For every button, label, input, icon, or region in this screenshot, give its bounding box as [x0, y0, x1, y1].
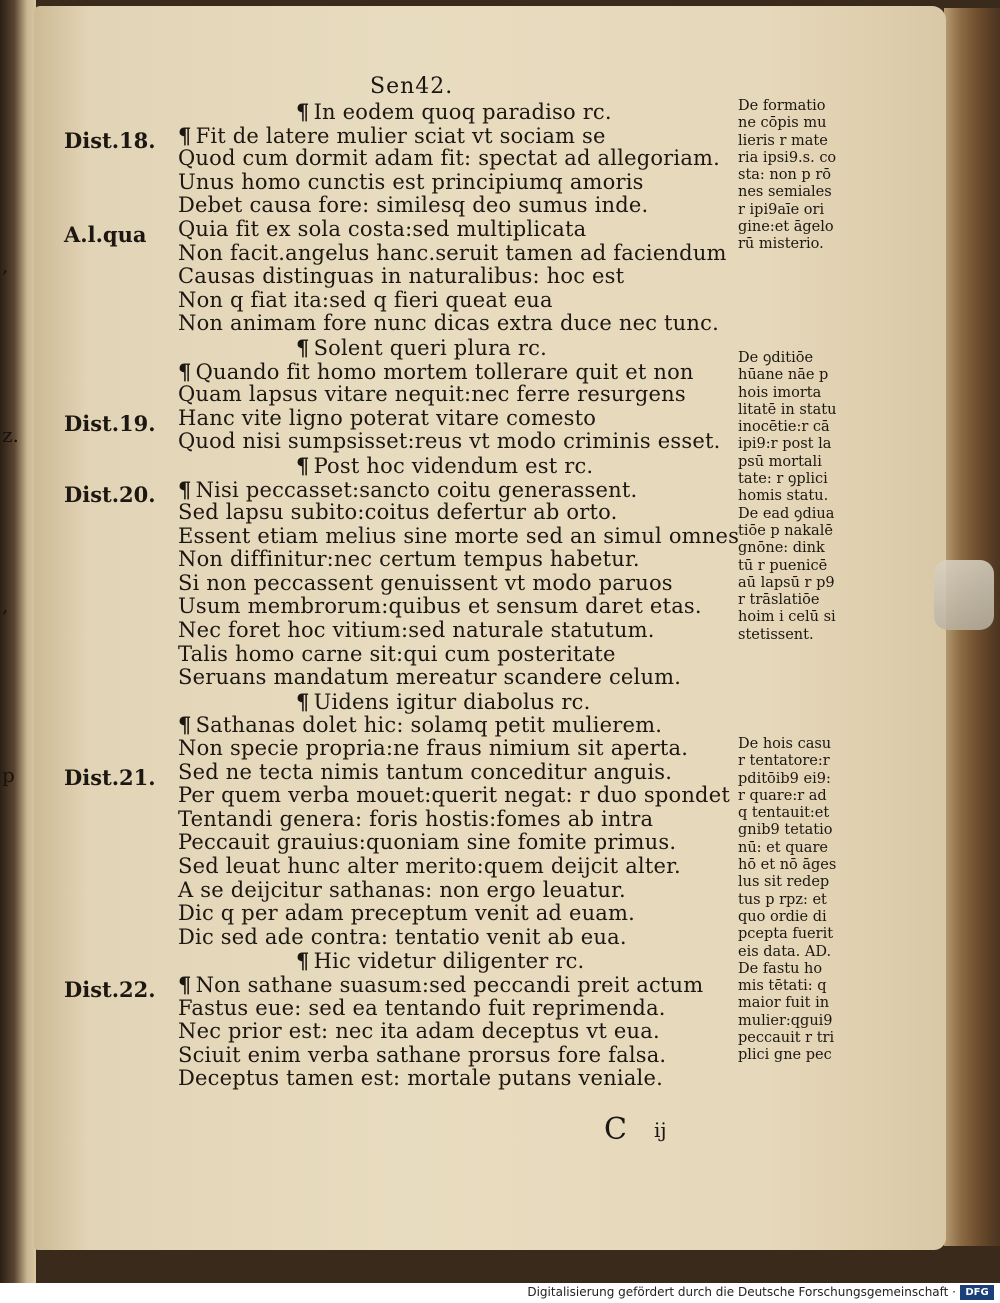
text-line-content: Quod cum dormit adam fit: spectat ad allegoriam. [178, 146, 721, 171]
gloss-line: mulier:qgui9 [738, 1012, 833, 1029]
text-line [178, 595, 718, 619]
text-line-content: Si non peccassent genuissent vt modo paruos [178, 570, 673, 595]
gloss-line: gnib9 tetatio [738, 822, 833, 839]
distinction-label: Dist.21. [64, 764, 156, 790]
text-line [178, 973, 718, 997]
text-line [178, 265, 718, 289]
text-line-content: Quod nisi sumpsisset:reus vt modo criminis esset. [178, 429, 721, 454]
gloss-line: lus sit redep [738, 874, 830, 891]
text-line-content: Non animam fore nunc dicas extra duce nec tunc. [178, 311, 719, 336]
distinction-label: Dist.22. [64, 977, 156, 1003]
dfg-logo: DFG [960, 1285, 994, 1300]
text-line [178, 100, 718, 124]
text-line-content: Sathanas dolet hic: solamq petit mulierem. [195, 713, 663, 738]
pilcrow-icon: ¶ [296, 334, 310, 360]
gloss-line: De formatio [738, 98, 826, 114]
text-line-content: Dic sed ade contra: tentatio venit ab eua. [178, 924, 627, 949]
text-line [178, 619, 718, 643]
gloss-line: ipi9:r post la [738, 436, 832, 453]
gloss-line: sta: non p rō [738, 167, 831, 184]
gloss-line: r ipi9aīe ori [738, 201, 825, 218]
gloss-line: rū misterio. [738, 236, 824, 253]
text-line-content: Unus homo cunctis est principiumq amoris [178, 169, 644, 194]
gloss-line: nes semiales [738, 184, 832, 201]
text-line-content: Sed leuat hunc alter merito:quem deijcit alter. [178, 854, 681, 878]
text-line-content: Fastus eue: sed ea tentando fuit reprimenda. [178, 995, 666, 1020]
footer-credit-text: Digitalisierung gefördert durch die Deutsche Forschungsgemeinschaft · [527, 1285, 956, 1299]
gloss-line: eis data. AD. [738, 943, 832, 960]
text-line [178, 643, 718, 667]
distinction-label: Dist.20. [64, 481, 156, 507]
text-line-content: Non facit.angelus hanc.seruit tamen ad faciendum [178, 240, 727, 265]
left-page-edge-marks [2, 180, 22, 860]
pilcrow-icon: ¶ [296, 452, 310, 478]
text-line [178, 761, 718, 785]
facing-page-mark: p [2, 763, 15, 787]
pilcrow-icon: ¶ [178, 476, 192, 502]
text-line-content: Quia fit ex sola costa:sed multiplicata [178, 216, 587, 241]
pilcrow-icon: ¶ [178, 122, 192, 148]
text-line-content: A se deijcitur sathanas: non ergo leuatur. [178, 877, 626, 902]
text-line [178, 997, 718, 1021]
text-line [178, 218, 718, 242]
text-line [178, 831, 718, 855]
text-line [178, 360, 718, 384]
gloss-line: ne cōpis mu [738, 115, 827, 132]
gloss-line: psū mortali [738, 453, 822, 470]
text-line-content: Hic videtur diligenter rc. [313, 949, 585, 974]
text-line [178, 572, 718, 596]
text-line-content: Sciuit enim verba sathane prorsus fore falsa. [178, 1042, 667, 1067]
gloss-line: hō et nō āges [738, 857, 837, 874]
gloss-line: hūane nāe p [738, 367, 829, 384]
distinction-label: A.l.qua [64, 222, 147, 247]
gloss-line: mis tētati: q [738, 978, 827, 995]
signature-number: ij [654, 1118, 667, 1142]
gloss-line: tus p rpz: et [738, 891, 827, 908]
gloss-line: lieris r mate [738, 132, 828, 149]
text-line-content: Post hoc videndum est rc. [313, 453, 594, 478]
facing-page-mark: , [2, 253, 9, 277]
text-line [178, 737, 718, 761]
gloss-line: gine:et āgelo [738, 219, 834, 236]
text-line [178, 407, 718, 431]
running-header: Sen42. [370, 74, 454, 99]
gloss-line: pditōib9 ei9: [738, 770, 831, 787]
text-line [178, 194, 718, 218]
text-line-content: Quando fit homo mortem tollerare quit et non [195, 359, 694, 384]
gloss-line: tiōe p nakalē [738, 522, 833, 539]
gloss-line: homis statu. [738, 488, 829, 505]
text-line-content: Nec foret hoc vitium:sed naturale statutum. [178, 618, 655, 643]
signature-mark: C [604, 1112, 627, 1147]
text-line [178, 1020, 718, 1044]
text-line-content: Nec prior est: nec ita adam deceptus vt eua. [178, 1019, 660, 1044]
digitization-footer [0, 1283, 1000, 1303]
text-line [178, 523, 740, 549]
gloss-line: De ead ꝯdiua [738, 505, 835, 522]
text-line [178, 124, 718, 148]
text-line [178, 289, 718, 313]
gloss-line: litatē in statu [738, 401, 837, 418]
text-line [178, 478, 718, 502]
gloss-line: hois imorta [738, 384, 822, 401]
gloss-block [738, 98, 858, 254]
gloss-line: quo ordie di [738, 908, 827, 925]
text-line-content: Non specie propria:ne fraus nimium sit aperta. [178, 736, 689, 761]
text-line [178, 171, 718, 195]
text-line-content: Nisi peccasset:sancto coitu generassent. [195, 477, 638, 502]
text-line [178, 783, 730, 808]
text-line [178, 312, 718, 336]
pilcrow-icon: ¶ [178, 712, 192, 738]
pilcrow-icon: ¶ [178, 358, 192, 384]
text-line [178, 902, 718, 926]
text-line-content: Usum membrorum:quibus et sensum daret etas. [178, 594, 702, 619]
gloss-line: r trāslatiōe [738, 592, 820, 609]
pilcrow-icon: ¶ [296, 948, 310, 974]
text-line-content: Non q fiat ita:sed q fieri queat eua [178, 287, 553, 312]
distinction-label: Dist.18. [64, 127, 156, 153]
gloss-line: stetissent. [738, 626, 814, 643]
text-line [178, 713, 718, 737]
text-line [178, 879, 718, 903]
gloss-line: r quare:r ad [738, 787, 827, 804]
gloss-line: hoim i celū si [738, 609, 836, 626]
text-line-content: Essent etiam melius sine morte sed an simul omnes [178, 523, 740, 548]
left-page-edge [0, 0, 36, 1283]
text-line [178, 383, 718, 407]
text-line-content: Fit de latere mulier sciat vt sociam se [195, 123, 606, 148]
text-line [178, 690, 718, 714]
gloss-line: De fastu ho [738, 960, 823, 977]
text-line-content: Causas distinguas in naturalibus: hoc est [178, 264, 625, 289]
text-line-content: In eodem quoq paradiso rc. [313, 100, 612, 124]
gloss-block [738, 350, 858, 644]
text-line [178, 336, 718, 360]
pilcrow-icon: ¶ [296, 99, 310, 124]
text-line [178, 501, 718, 525]
bookmark-clip [934, 560, 994, 630]
text-line-content: Non sathane suasum:sed peccandi preit actum [195, 972, 704, 997]
text-line [178, 855, 718, 879]
text-line-content: Peccauit grauius:quoniam sine fomite primus. [178, 830, 677, 855]
gloss-line: tate: r ꝯplici [738, 471, 828, 488]
text-line-content: Sed lapsu subito:coitus defertur ab orto. [178, 500, 618, 525]
text-line [178, 454, 718, 478]
text-line-content: Seruans mandatum mereatur scandere celum. [178, 665, 682, 690]
distinction-label: Dist.19. [64, 410, 156, 436]
gloss-line: peccauit r tri [738, 1030, 835, 1047]
gloss-line: q tentauit:et [738, 805, 830, 822]
gloss-block [738, 736, 858, 1065]
gloss-line: maior fuit in [738, 995, 830, 1012]
text-line [178, 666, 718, 690]
text-line [178, 146, 721, 171]
gloss-line: gnōne: dink [738, 540, 825, 557]
text-line [178, 1067, 718, 1091]
text-line-content: Debet causa fore: similesq deo sumus inde. [178, 193, 649, 218]
text-line [178, 926, 718, 950]
gloss-line: nū: et quare [738, 839, 828, 856]
facing-page-mark: z. [2, 423, 19, 447]
text-line-content: Dic q per adam preceptum venit ad euam. [178, 901, 636, 926]
text-line [178, 548, 718, 572]
text-line [178, 240, 727, 266]
text-line-content: Uidens igitur diabolus rc. [313, 689, 591, 714]
text-line-content: Quam lapsus vitare nequit:nec ferre resurgens [178, 382, 686, 407]
text-line-content: Solent queri plura rc. [313, 335, 547, 360]
facing-page-mark: , [2, 593, 9, 617]
gloss-line: De hois casu [738, 736, 832, 752]
text-line-content: Sed ne tecta nimis tantum conceditur anguis. [178, 759, 673, 784]
text-line [178, 808, 718, 832]
gloss-line: ria ipsi9.s. co [738, 149, 837, 166]
gloss-line: pcepta fuerit [738, 926, 834, 943]
text-line-content: Talis homo carne sit:qui cum posteritate [178, 641, 616, 666]
text-line [178, 429, 721, 454]
text-line-content: Tentandi genera: foris hostis:fomes ab intra [178, 806, 654, 831]
gloss-line: aū lapsū r p9 [738, 574, 835, 591]
pilcrow-icon: ¶ [178, 971, 192, 997]
gloss-line: tū r puenicē [738, 557, 828, 574]
gloss-line: plici gne pec [738, 1047, 832, 1064]
text-line-content: Deceptus tamen est: mortale putans veniale. [178, 1066, 663, 1091]
text-line [178, 1044, 718, 1068]
main-text-column [178, 99, 740, 1091]
gloss-line: inocētie:r cā [738, 419, 830, 436]
text-line [178, 949, 718, 973]
pilcrow-icon: ¶ [296, 688, 310, 714]
gloss-line: r tentatore:r [738, 753, 830, 770]
text-line-content: Non diffinitur:nec certum tempus habetur. [178, 547, 640, 572]
text-line-content: Per quem verba mouet:querit negat: r duo spondet [178, 783, 730, 808]
gloss-line: De ꝯditiōe [738, 350, 814, 366]
text-line-content: Hanc vite ligno poterat vitare comesto [178, 405, 597, 430]
